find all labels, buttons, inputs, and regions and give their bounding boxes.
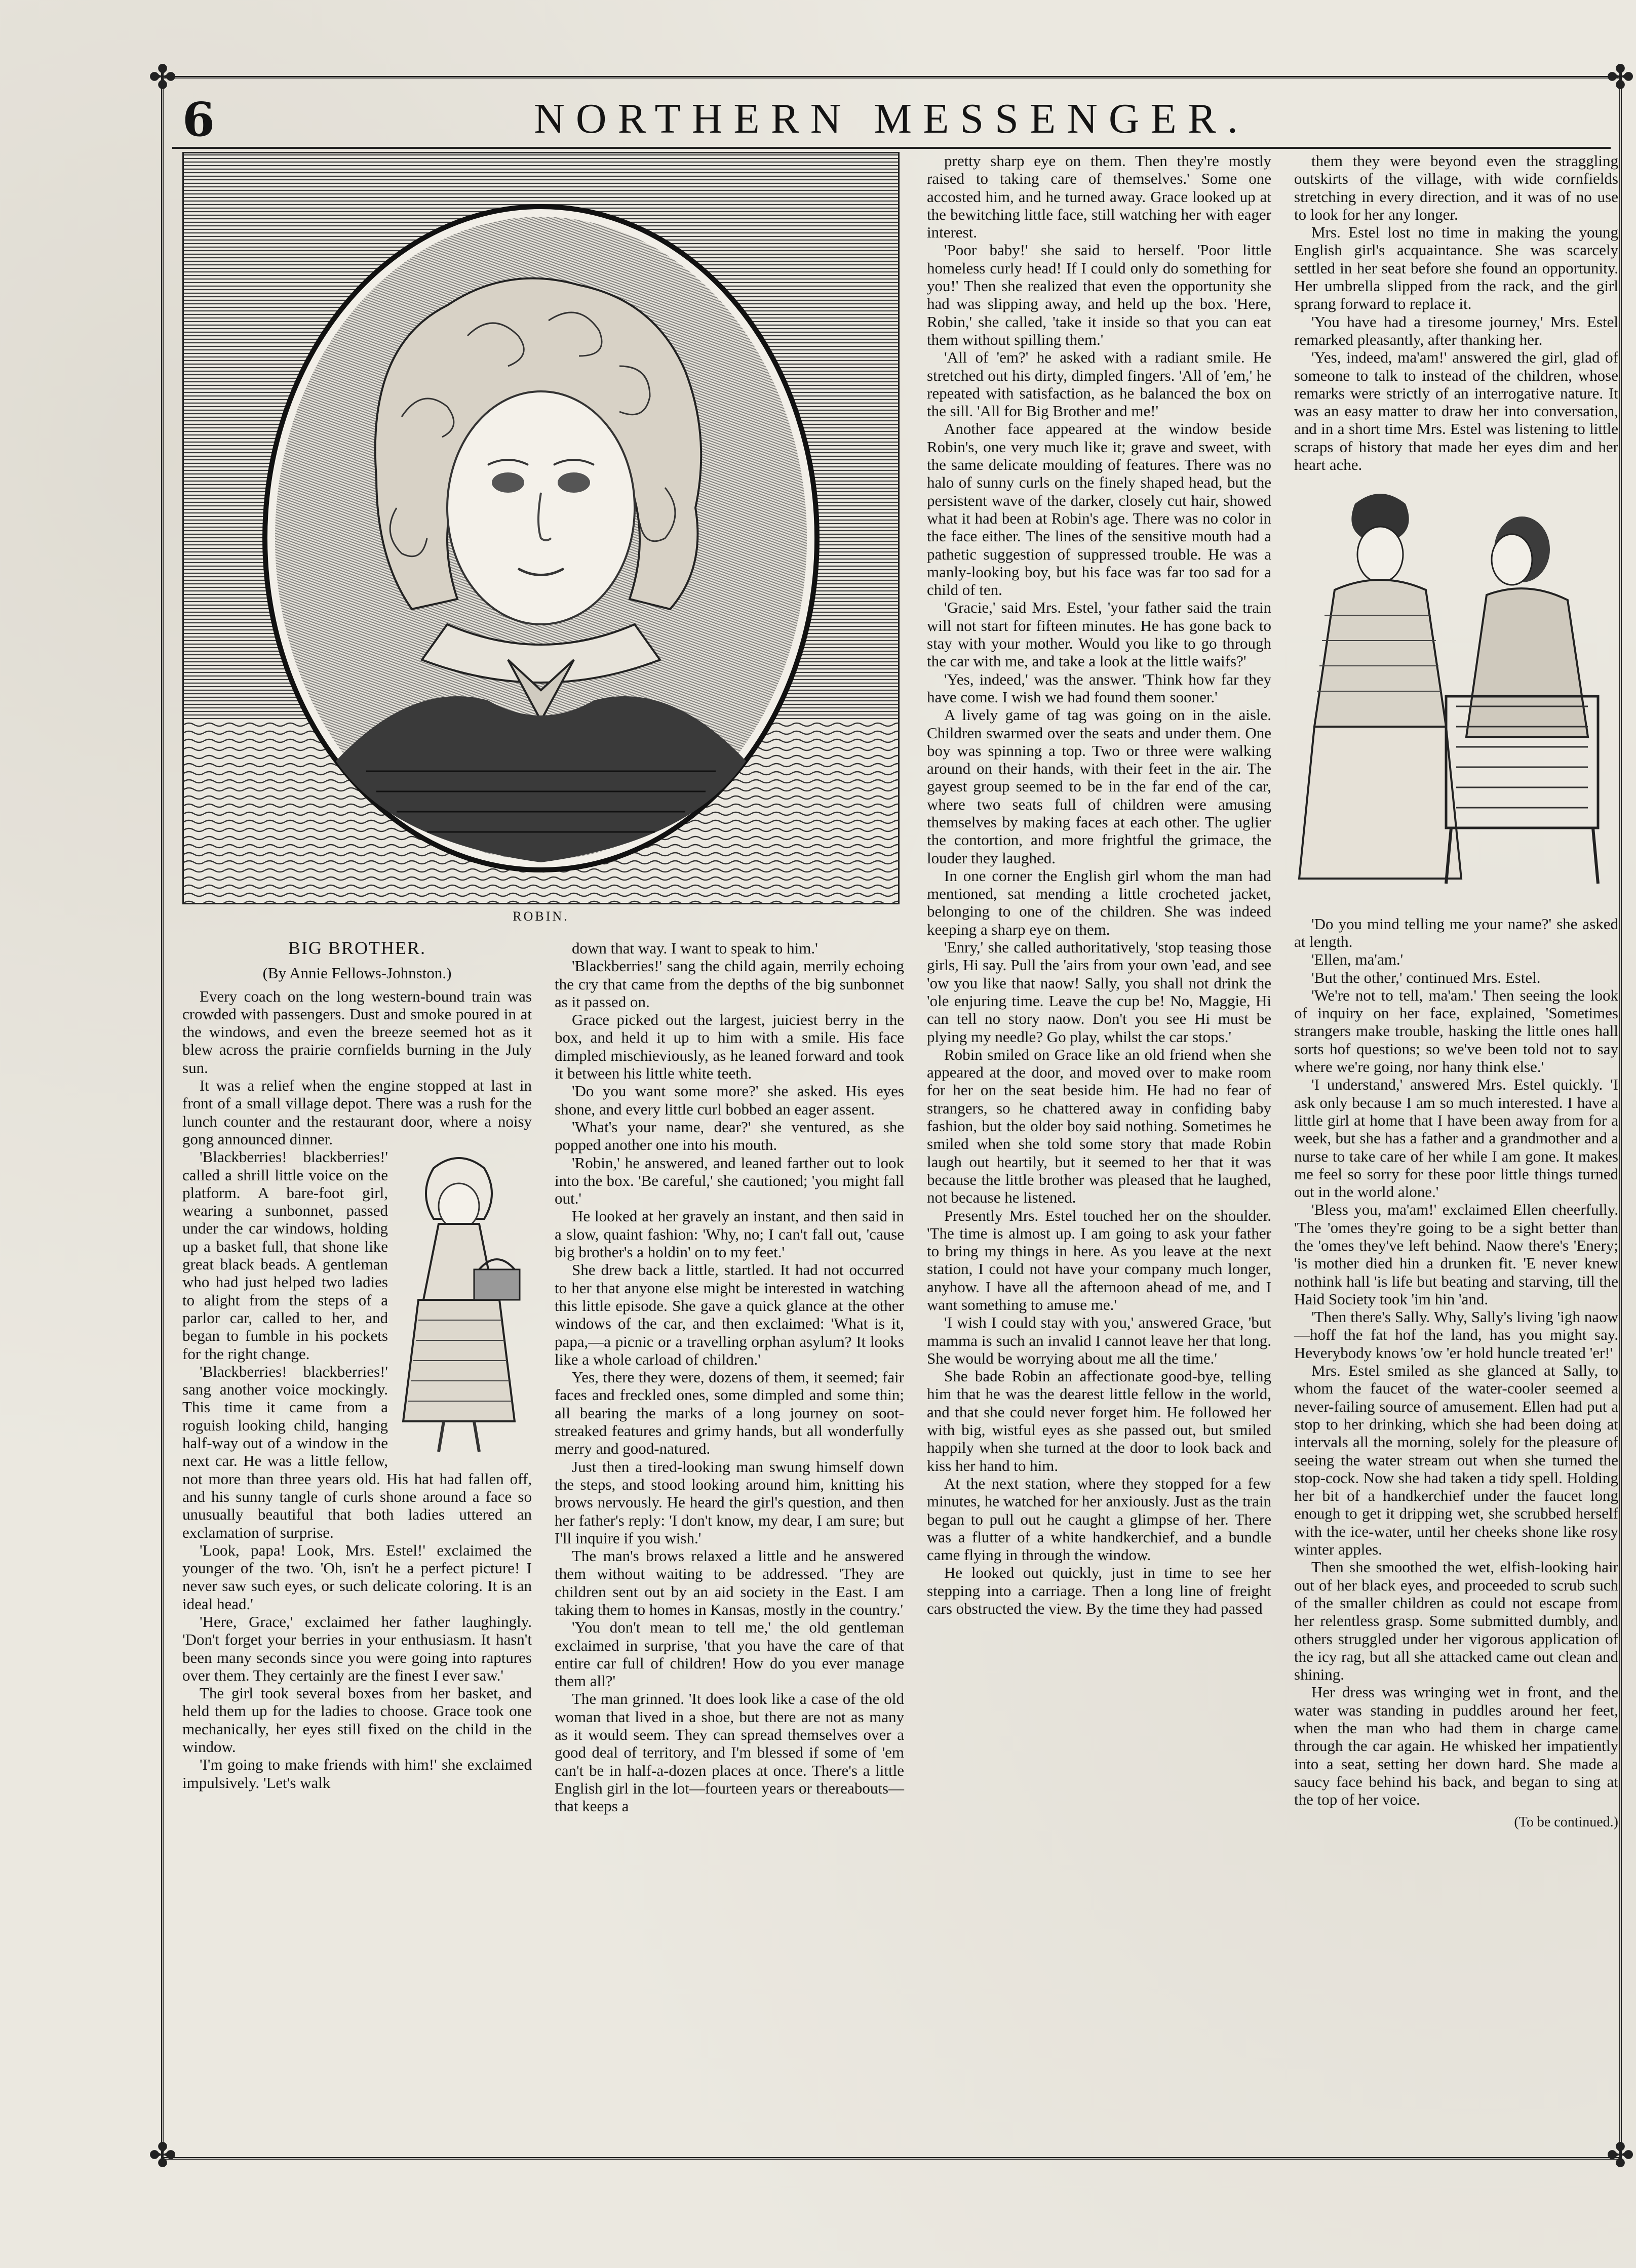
robin-illustration bbox=[182, 152, 900, 904]
paragraph: The girl took several boxes from her basket, and held them up for the ladies to choose. Grace took one mechanically, her eyes still fixed on the child in the window. bbox=[182, 1684, 532, 1756]
paragraph: Presently Mrs. Estel touched her on the shoulder. 'The time is almost up. I am going to ask your father to bring my things in here. As you leave at the next station, I could not have your company much longer, anyhow. I have all the afternoon ahead of me, and I want something to amuse me.' bbox=[927, 1206, 1271, 1314]
paragraph: 'Bless you, ma'am!' exclaimed Ellen cheerfully. 'The 'omes they're going to be a sight better than the 'omes they've left behind. Naow there's 'Enery; 'is mother died hin a drunken fit. 'E never knew nothink hall 'is life but beating and starving, till the Haid Society took 'im hin 'and. bbox=[1294, 1201, 1618, 1308]
paragraph: 'Robin,' he answered, and leaned farther out to look into the box. 'Be careful,' she cautioned; 'you might fall out.' bbox=[555, 1153, 904, 1208]
continued-note: (To be continued.) bbox=[1514, 1814, 1618, 1831]
paragraph: Yes, there they were, dozens of them, it seemed; fair faces and freckled ones, some dimpled and some thin; all bearing the marks of a long journey on soot-streaked features and grimy hands, but all wonderfully merry and good-natured. bbox=[555, 1368, 904, 1458]
paragraph: 'Yes, indeed,' was the answer. 'Think how far they have come. I wish we had found them sooner.' bbox=[927, 670, 1271, 706]
paragraph: 'You have had a tiresome journey,' Mrs. Estel remarked pleasantly, after thanking her. bbox=[1294, 312, 1618, 348]
paragraph: 'Poor baby!' she said to herself. 'Poor little homeless curly head! If I could only do something for you!' Then she realized that even the opportunity she had was slipping away, and held up the box. 'Here, Robin,' she called, 'take it inside so that you can eat them without spilling them.' bbox=[927, 241, 1271, 348]
two-women-engraving-icon bbox=[1294, 484, 1618, 899]
paragraph: Mrs. Estel smiled as she glanced at Sally, to whom the faucet of the water-cooler seemed a never-failing source of amusement. Ellen had put a stop to her drinking, which she had been doing at intervals all the morning, solely for the pleasure of seeing the water stream out when she turned the stop-cock. Now she had taken a tidy spell. Holding her bit of a handkerchief under the faucet long enough to get it dripping wet, she scrubbed herself with the ice-water, until her cheeks shone like rosy winter apples. bbox=[1294, 1362, 1618, 1559]
paragraph: 'We're not to tell, ma'am.' Then seeing the look of inquiry on her face, explained, 'Sometimes strangers make trouble, hasking the little ones hall sorts hof questions; so we've been told not to say where we're going, nor hany think else.' bbox=[1294, 986, 1618, 1076]
paragraph: 'Ellen, ma'am.' bbox=[1311, 950, 1404, 969]
paragraph: Another face appeared at the window beside Robin's, one very much like it; grave and sweet, with the same delicate moulding of features. There was no halo of sunny curls on the finely shaped head, but the persistent wave of the darker, closely cut hair, showed what it had been at Robin's age. There was no color in the face either. The lines of the sensitive mouth had a pathetic suggestion of suppressed trouble. He was a manly-looking boy, but his face was far too sad for a child of ten. bbox=[927, 420, 1271, 599]
paragraph: The man grinned. 'It does look like a case of the old woman that lived in a shoe, but there are not as many as it would seem. They can spread themselves over a good deal of territory, and I'm blessed if some of 'em can't be in half-a-dozen places at once. There's a little English girl in the lot—fourteen years or thereabouts—that keeps a bbox=[555, 1690, 904, 1815]
page-number: 6 bbox=[182, 92, 215, 147]
text-column-3 bbox=[927, 152, 1271, 1617]
ornament-icon: ✤ bbox=[1606, 58, 1634, 97]
paragraph: 'Do you want some more?' she asked. His eyes shone, and every little curl bobbed an eager assent. bbox=[555, 1082, 904, 1118]
paragraph: 'Do you mind telling me your name?' she asked at length. bbox=[1294, 914, 1618, 950]
text-column-4 bbox=[1294, 152, 1618, 1832]
girl-illustration bbox=[388, 1148, 525, 1465]
paragraph: 'Blackberries! blackberries!' called a shrill little voice on the platform. A bare-foot girl, wearing a sunbonnet, passed under the car windows, holding up a basket full, that shone like great black beads. A gentleman who had just helped two ladies to alight from the steps of a parlor car, called to her, and began to fumble in his pockets for the right change. bbox=[182, 1148, 388, 1363]
sunbonnet-girl-icon bbox=[388, 1148, 525, 1462]
paragraph: 'All of 'em?' he asked with a radiant smile. He stretched out his dirty, dimpled fingers. 'All of 'em,' he repeated with satisfaction, as he balanced the box on the sill. 'All for Big Brother and me!' bbox=[927, 348, 1271, 420]
page-header bbox=[172, 86, 1611, 149]
paragraph: The man's brows relaxed a little and he answered them without waiting to be addressed. 'They are children sent out by an aid society in the East. I am taking them to homes in Kansas, mostly in the country.' bbox=[555, 1547, 904, 1618]
portrait-engraving-icon bbox=[184, 153, 898, 903]
paragraph: She drew back a little, startled. It had not occurred to her that anyone else might be interested in watching this little episode. She gave a quick glance at the other windows of the car, and then exclaimed: 'What is it, papa,—a picnic or a travelling orphan asylum? It looks like a whole carload of children.' bbox=[555, 1261, 904, 1368]
ornament-icon: ✤ bbox=[148, 58, 177, 97]
story-title: BIG BROTHER. bbox=[288, 938, 426, 958]
paragraph: pretty sharp eye on them. Then they're mostly raised to taking care of themselves.' Some one accosted him, and he turned away. Grace looked up at the bewitching little face, still watching her with eager interest. bbox=[927, 152, 1271, 242]
paragraph: He looked at her gravely an instant, and then said in a slow, quaint fashion: 'Why, no; I can't fall out, 'cause big brother's a holdin' on to my feet.' bbox=[555, 1207, 904, 1261]
paragraph: At the next station, where they stopped for a few minutes, he watched for her anxiously. Just as the train began to pull out he caught a glimpse of her. There was a flutter of a white handkerchief, and a bundle came flying in through the window. bbox=[927, 1474, 1271, 1564]
paragraph: Just then a tired-looking man swung himself down the steps, and stood looking around him, knitting his brows nervously. He heard the girl's question, and then her father's reply: 'I don't know, my dear, I am sure; but I'll inquire if you wish.' bbox=[555, 1457, 904, 1547]
women-illustration bbox=[1294, 484, 1618, 902]
paragraph: Robin smiled on Grace like an old friend when she appeared at the door, and moved over to make room for her on the seat beside him. He had no fear of strangers, so he chattered away in confiding baby fashion, but the older boy said nothing. Sometimes he smiled when she told some story that made Robin laugh out heartily, but it seemed to her that it was because the little brother was pleased that he laughed, not because he listened. bbox=[927, 1045, 1271, 1207]
paragraph: Her dress was wringing wet in front, and the water was standing in puddles around her feet, when the man who had them in charge came through the car again. He whisked her impatiently into a seat, setting her down hard. She made a saucy face behind his back, and began to sing at the top of her voice. bbox=[1294, 1683, 1618, 1809]
paragraph: 'Here, Grace,' exclaimed her father laughingly. 'Don't forget your berries in your enthusiasm. It hasn't been many seconds since you were going into raptures over them. They certainly are the finest I ever saw.' bbox=[182, 1612, 532, 1684]
masthead-title: NORTHERN MESSENGER. bbox=[534, 95, 1249, 142]
paragraph: 'I'm going to make friends with him!' she exclaimed impulsively. 'Let's walk bbox=[182, 1756, 532, 1792]
paragraph: 'Enry,' she called authoritatively, 'stop teasing those girls, Hi say. Pull the 'airs from your own 'ead, and see 'ow you like that naow! Sally, you shall not drink the 'ole enjuring time. Leave the cup be! No, Maggie, Hi can tell no story naow. Don't you see Hi must be plying my needle? Go play, whilst the car stops.' bbox=[927, 938, 1271, 1046]
figure-caption: ROBIN. bbox=[513, 909, 569, 924]
paragraph: them they were beyond even the straggling outskirts of the village, with wide cornfields stretching in every direction, and it was of no use to look for her any longer. bbox=[1294, 152, 1618, 223]
text-column-1 bbox=[182, 939, 532, 1792]
paragraph: A lively game of tag was going on in the aisle. Children swarmed over the seats and under them. One boy was spinning a top. Two or three were walking around on their hands, with their feet in the air. The gayest group seemed to be in the far end of the car, where two seats full of children were amusing themselves by making faces at each other. The uglier the contortion, and more frightful the grimace, the louder they laughed. bbox=[927, 706, 1271, 867]
paragraph: 'Blackberries! blackberries!' sang another voice mockingly. This time it came from a roguish looking child, hanging half-way out of a window in the next car. He was a little fellow, not more than three years old. His hat had fallen off, and his sunny tangle of curls shone around a face so unusually beautiful that both ladies uttered an exclamation of surprise. bbox=[182, 1362, 532, 1541]
paragraph: It was a relief when the engine stopped at last in front of a small village depot. There was a rush for the lunch counter and the restaurant door, where a noisy gong announced dinner. bbox=[182, 1077, 532, 1148]
paragraph: She bade Robin an affectionate good-bye, telling him that he was the dearest little fellow in the world, and that she could never forget him. He followed her with big, wistful eyes as she passed out, but smiled happily when she turned at the door to look back and kiss her hand to him. bbox=[927, 1367, 1271, 1475]
paragraph: 'What's your name, dear?' she ventured, as she popped another one into his mouth. bbox=[555, 1118, 904, 1154]
paragraph: down that way. I want to speak to him.' bbox=[572, 939, 818, 957]
paragraph: 'Look, papa! Look, Mrs. Estel!' exclaimed the younger of the two. 'Oh, isn't he a perfect picture! I never saw such eyes, or such delicate coloring. It is an ideal head.' bbox=[182, 1541, 532, 1613]
story-byline: (By Annie Fellows-Johnston.) bbox=[262, 964, 452, 982]
paragraph: 'Gracie,' said Mrs. Estel, 'your father said the train will not start for fifteen minutes. He has gone back to stay with your mother. Would you like to go through the car with me, and take a look at the little waifs?' bbox=[927, 599, 1271, 670]
paragraph: 'I wish I could stay with you,' answered Grace, 'but mamma is such an invalid I cannot leave her that long. She would be worrying about me all the time.' bbox=[927, 1314, 1271, 1367]
paragraph: 'Yes, indeed, ma'am!' answered the girl, glad of someone to talk to instead of the children, whose remarks were strictly of an interrogative nature. It was an easy matter to draw her into conversation, and in a short time Mrs. Estel was listening to little scraps of history that made her eyes dim and her heart ache. bbox=[1294, 348, 1618, 474]
paragraph: 'Blackberries!' sang the child again, merrily echoing the cry that came from the depths of the big sunbonnet as it passed on. bbox=[555, 957, 904, 1011]
paragraph: 'But the other,' continued Mrs. Estel. bbox=[1311, 968, 1541, 986]
paragraph: Then she smoothed the wet, elfish-looking hair out of her black eyes, and proceeded to scrub such of the smaller children as could not escape from her relentless grasp. Some submitted dumbly, and others struggled under her vigorous application of the icy rag, but all she attacked came out clean and shining. bbox=[1294, 1558, 1618, 1684]
text-column-2 bbox=[555, 939, 904, 1815]
paragraph: 'You don't mean to tell me,' the old gentleman exclaimed in surprise, 'that you have the care of that entire car full of children! How do you ever manage them all?' bbox=[555, 1618, 904, 1690]
paragraph: 'I understand,' answered Mrs. Estel quickly. 'I ask only because I am so much interested. I have a little girl at home that I have been away from for a week, but she has a father and a grandmother and a nurse to take care of her while I am gone. It makes me feel so sorry for these poor little things turned out in the world alone.' bbox=[1294, 1076, 1618, 1201]
paragraph: He looked out quickly, just in time to see her stepping into a carriage. Then a long line of freight cars obstructed the view. By the time they had passed bbox=[927, 1564, 1271, 1618]
paragraph: In one corner the English girl whom the man had mentioned, sat mending a little crocheted jacket, belonging to one of the children. She was indeed keeping a sharp eye on them. bbox=[927, 866, 1271, 938]
ornament-icon: ✤ bbox=[148, 2136, 177, 2175]
paragraph: Grace picked out the largest, juiciest berry in the box, and held it up to him with a smile. His face dimpled mischieviously, as he leaned forward and took it between his little white teeth. bbox=[555, 1011, 904, 1083]
paragraph: Mrs. Estel lost no time in making the young English girl's acquaintance. She was scarcely settled in her seat before she found an opportunity. Her umbrella slipped from the rack, and the girl sprang forward to replace it. bbox=[1294, 223, 1618, 313]
ornament-icon: ✤ bbox=[1606, 2136, 1634, 2175]
paragraph: 'Then there's Sally. Why, Sally's living 'igh naow—hoff the fat hof the land, has you might say. Heverybody knows 'ow 'er hold huncle treated 'er!' bbox=[1294, 1308, 1618, 1362]
paragraph: Every coach on the long western-bound train was crowded with passengers. Dust and smoke poured in at the windows, and even the breeze seemed hot as it blew across the prairie cornfields burning in the July sun. bbox=[182, 987, 532, 1077]
